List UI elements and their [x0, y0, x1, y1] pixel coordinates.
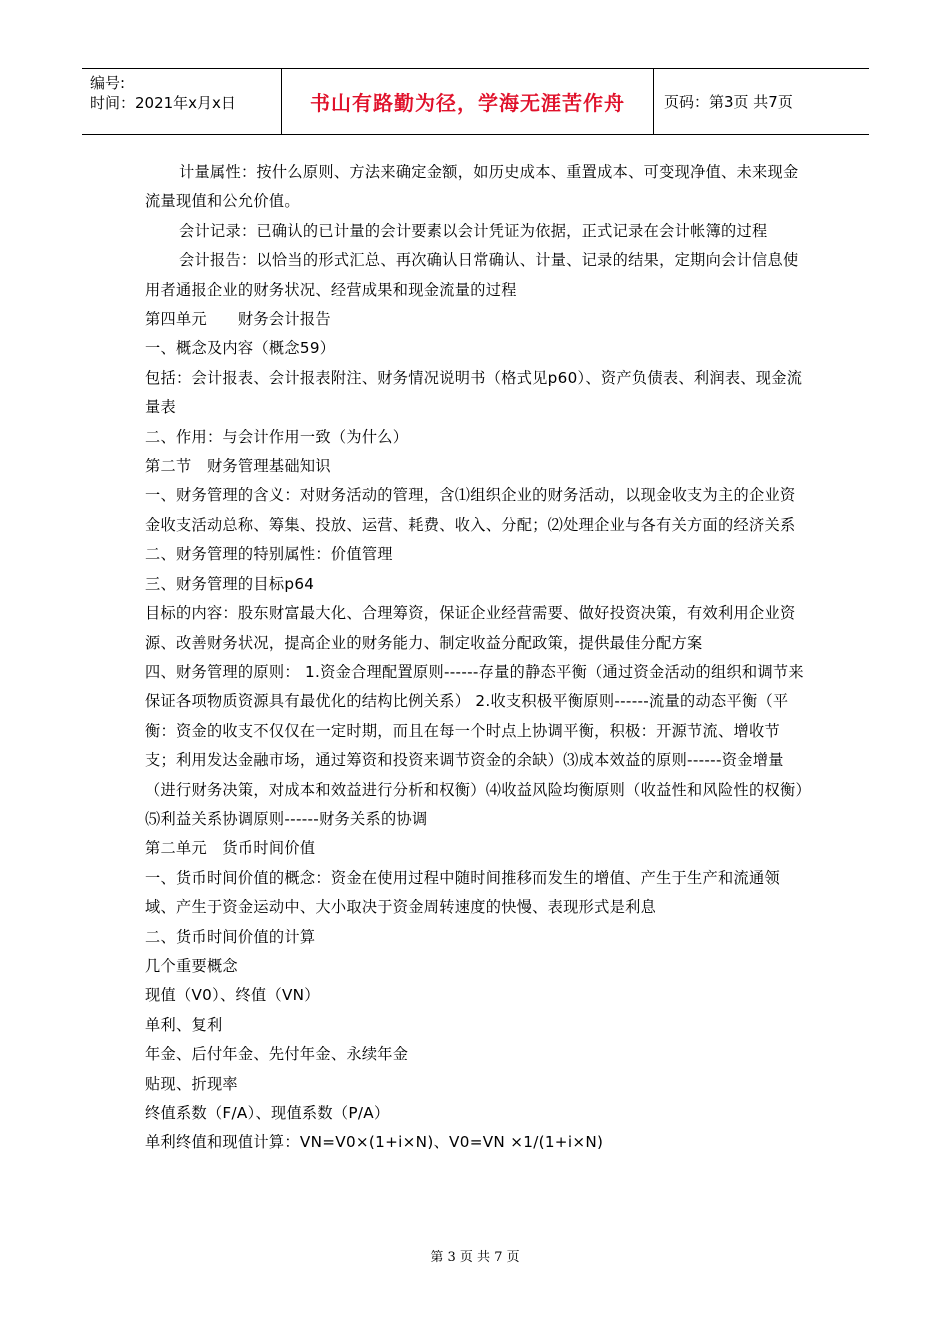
paragraph: 二、货币时间价值的计算 [145, 927, 316, 946]
date-label: 时间：2021年x月x日 [90, 94, 236, 112]
paragraph: 年金、后付年金、先付年金、永续年金 [145, 1045, 409, 1064]
paragraph: 二、财务管理的特别属性：价值管理 [145, 545, 393, 564]
paragraph: 一、概念及内容（概念59） [145, 339, 336, 358]
number-label: 编号: [90, 74, 126, 92]
paragraph: 二、作用：与会计作用一致（为什么） [145, 427, 409, 446]
motto-text: 书山有路勤为径，学海无涯苦作舟 [310, 91, 625, 115]
paragraph: 单利终值和现值计算：VN=V0×(1+i×N)、V0=VN ×1/(1+i×N) [145, 1133, 604, 1152]
paragraph: 现值（V0）、终值（VN） [145, 986, 320, 1005]
paragraph: 单利、复利 [145, 1015, 223, 1034]
header-motto-cell [282, 69, 654, 134]
paragraph: 终值系数（F/A）、现值系数（P/A） [145, 1104, 390, 1122]
paragraph: 目标的内容：股东财富最大化、合理筹资，保证企业经营需要、做好投资决策，有效利用企业资源、改善财务状况，提高企业的财务能力、制定收益分配政策，提供最佳分配方案 [145, 604, 796, 652]
page-code: 页码：第3页 共7页 [664, 93, 793, 111]
header-page-cell [654, 69, 869, 134]
header-info-cell [82, 69, 282, 134]
header-table [82, 68, 869, 135]
page-footer: 第 3 页 共 7 页 [430, 1250, 520, 1265]
paragraph: 一、财务管理的含义：对财务活动的管理，含⑴组织企业的财务活动，以现金收支为主的企业资金收支活动总称、筹集、投放、运营、耗费、收入、分配；⑵处理企业与各有关方面的经济关系 [145, 486, 796, 534]
paragraph: 三、财务管理的目标p64 [145, 574, 315, 593]
paragraph: 第二单元 货币时间价值 [145, 839, 316, 858]
paragraph: 第四单元 财务会计报告 [145, 310, 331, 329]
paragraph: 包括：会计报表、会计报表附注、财务情况说明书（格式见p60）、资产负债表、利润表、现金流量表 [145, 368, 803, 417]
document-body [145, 158, 810, 1158]
paragraph: 第二节 财务管理基础知识 [145, 457, 331, 476]
paragraph: 会计报告：以恰当的形式汇总、再次确认日常确认、计量、记录的结果，定期向会计信息使用者通报企业的财务状况、经营成果和现金流量的过程 [145, 251, 799, 299]
paragraph: 会计记录：已确认的已计量的会计要素以会计凭证为依据，正式记录在会计帐簿的过程 [179, 221, 768, 240]
paragraph: 几个重要概念 [145, 956, 238, 975]
paragraph: 计量属性：按什么原则、方法来确定金额，如历史成本、重置成本、可变现净值、未来现金流量现值和公允价值。 [145, 163, 799, 211]
paragraph: 四、财务管理的原则： 1.资金合理配置原则------存量的静态平衡（通过资金活动的组织和调节来保证各项物质资源具有最优化的结构比例关系） 2.收支积极平衡原则------流量的动态平衡（平衡：资金的收支不仅仅在一定时期，而且在每一个时点上协调平衡，积极：开源节流、增收节支；利用发达金融市场，通过筹资和投资来调节资金的余缺）⑶成本效益的原则------资金增量（进行财务决策，对成本和效益进行分析和权衡）⑷收益风险均衡原则（收益性和风险性的权衡）⑸利益关系协调原则------财务关系的协调 [145, 662, 804, 828]
paragraph: 贴现、折现率 [145, 1074, 238, 1093]
paragraph: 一、货币时间价值的概念：资金在使用过程中随时间推移而发生的增值、产生于生产和流通领域、产生于资金运动中、大小取决于资金周转速度的快慢、表现形式是利息 [145, 868, 780, 917]
